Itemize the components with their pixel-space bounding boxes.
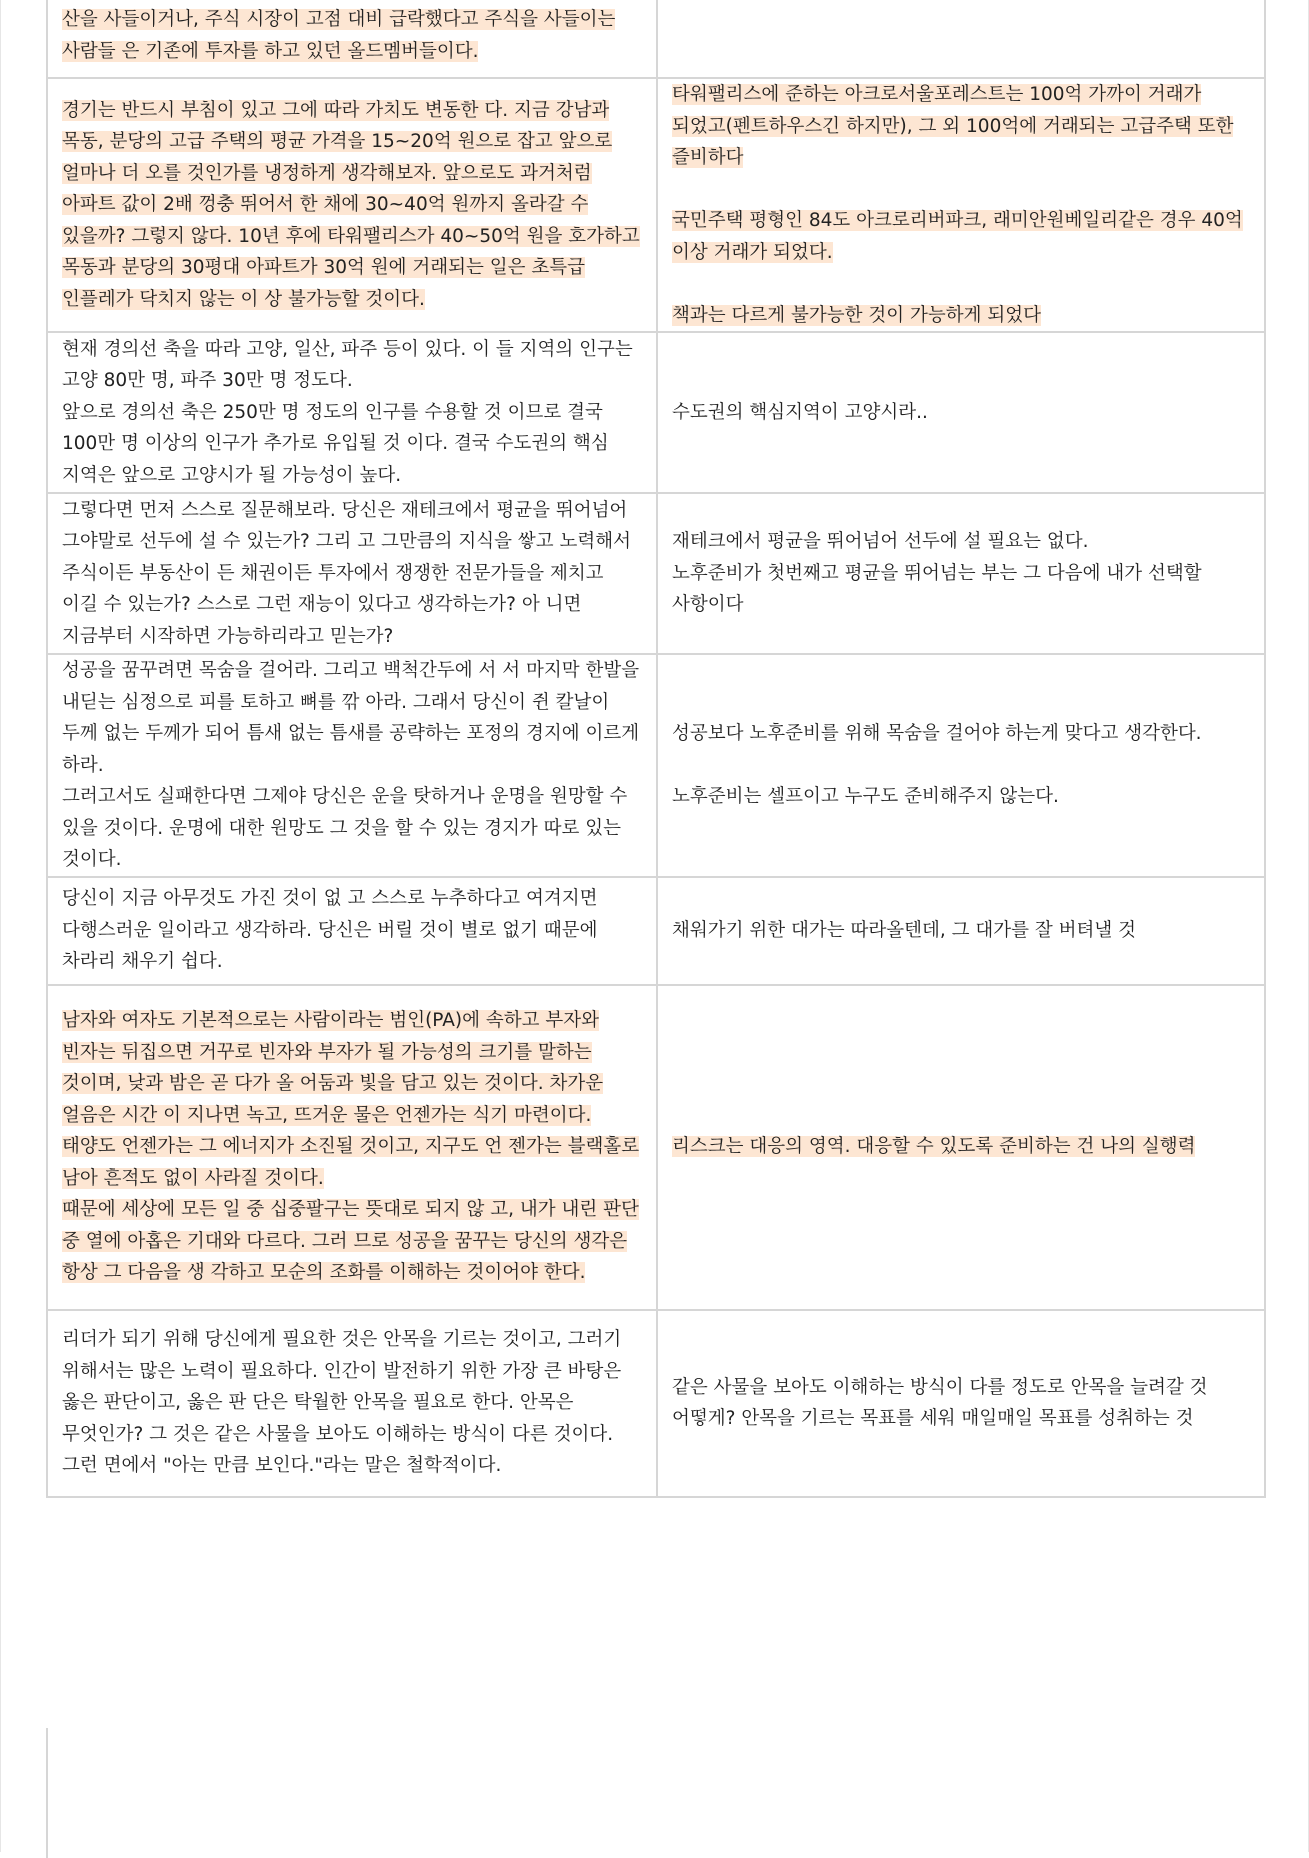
reading-notes-table (46, 0, 1266, 1498)
paragraph-gap (672, 268, 1250, 300)
paragraph-text: 같은 사물을 보아도 이해하는 방식이 다를 정도로 안목을 늘려갈 것 (672, 1376, 1208, 1398)
book-quote-paragraph (62, 495, 642, 653)
note-row (47, 654, 1265, 877)
my-note-cell (657, 332, 1265, 493)
book-quote-paragraph (62, 1194, 642, 1289)
paragraph-text: 현재 경의선 축을 따라 고양, 일산, 파주 등이 있다. 이 들 지역의 인구는 고양 80만 명, 파주 30만 명 정도다. (62, 338, 633, 392)
paragraph-text: 타워팰리스에 준하는 아크로서울포레스트는 100억 가까이 거래가 되었고(펜트하우스긴 하지만), 그 외 100억에 거래되는 고급주택 또한 즐비하다 (672, 84, 1234, 168)
paragraph-text: 노후준비는 셀프이고 누구도 준비해주지 않는다. (672, 786, 1059, 807)
note-row (47, 78, 1265, 332)
book-quote-paragraph (62, 397, 642, 492)
paragraph-text: 리더가 되기 위해 당신에게 필요한 것은 안목을 기르는 것이고, 그러기 위해서는 많은 노력이 필요하다. 인간이 발전하기 위한 가장 큰 바탕은 옳은 판단이고, 옳은 판 단은 탁월한 안목을 필요로 한다. 안목은 무엇인가? 그 것은 같은 사물을 보아도 이해하는 방식이 다른 것이다. (62, 1329, 622, 1445)
my-note-paragraph (672, 915, 1250, 947)
book-quote-paragraph (62, 1324, 642, 1450)
paragraph-gap (672, 750, 1250, 782)
book-quote-cell (47, 654, 657, 877)
my-note-paragraph (672, 79, 1250, 174)
paragraph-text: 때문에 세상에 모든 일 중 십중팔구는 뜻대로 되지 않 고, 내가 내린 판단 중 열에 아홉은 기대와 다르다. 그러 므로 성공을 꿈꾸는 당신의 생각은 항상 그 다음을 생 각하고 모순의 조화를 이해하는 것이어야 한다. (62, 1199, 639, 1284)
note-row (47, 1310, 1265, 1497)
paragraph-text: 재테크에서 평균을 뛰어넘어 선두에 설 필요는 없다. (672, 531, 1089, 553)
my-note-cell (657, 0, 1265, 78)
page-edge-left (0, 0, 1, 1852)
book-quote-cell (47, 493, 657, 654)
note-row (47, 985, 1265, 1310)
book-quote-paragraph (62, 1450, 642, 1482)
note-row (47, 0, 1265, 78)
book-quote-cell (47, 332, 657, 493)
my-note-paragraph (672, 781, 1250, 813)
book-quote-cell (47, 985, 657, 1310)
note-row (47, 493, 1265, 654)
paragraph-text: 수도권의 핵심지역이 고양시라.. (672, 401, 928, 423)
paragraph-text: 그러고서도 실패한다면 그제야 당신은 운을 탓하거나 운명을 원망할 수 있을 것이다. 운명에 대한 원망도 그 것을 할 수 있는 경지가 따로 있는 것이다. (62, 786, 628, 870)
paragraph-text: 어떻게? 안목을 기르는 목표를 세워 매일매일 목표를 성취하는 것 (672, 1408, 1194, 1429)
book-quote-paragraph (62, 883, 642, 978)
book-quote-cell (47, 1310, 657, 1497)
my-note-paragraph (672, 718, 1250, 750)
paragraph-text: 리스크는 대응의 영역. 대응할 수 있도록 준비하는 건 나의 실행력 (672, 1136, 1196, 1158)
book-quote-cell (47, 78, 657, 332)
my-note-cell (657, 985, 1265, 1310)
paragraph-text: 산을 사들이거나, 주식 시장이 고점 대비 급락했다고 주식을 사들이는 사람들 은 기존에 투자를 하고 있던 올드멤버들이다. (62, 9, 616, 62)
book-quote-paragraph (62, 334, 642, 397)
my-note-paragraph (672, 1372, 1250, 1404)
book-quote-paragraph (62, 1005, 642, 1131)
paragraph-text: 남자와 여자도 기본적으로는 사람이라는 범인(PA)에 속하고 부자와 빈자는 뒤집으면 거꾸로 빈자와 부자가 될 가능성의 크기를 말하는 것이며, 낮과 밤은 곧 다가 올 어둠과 빛을 담고 있는 것이다. 차가운 얼음은 시간 이 지나면 녹고, 뜨거운 물은 언젠가는 식기 마련이다. (62, 1010, 604, 1126)
paragraph-text: 경기는 반드시 부침이 있고 그에 따라 가치도 변동한 다. 지금 강남과 목동, 분당의 고급 주택의 평균 가격을 15~20억 원으로 잡고 앞으로 얼마나 더 오를 것인가를 냉정하게 생각해보자. 앞으로도 과거처럼 아파트 값이 2배 껑충 뛰어서 한 채에 30~40억 원까지 올라갈 수 있을까? 그렇지 않다. 10년 후에 타워팰리스가 40~50억 원을 호가하고 목동과 분당의 30평대 아파트가 30억 원에 거래되는 일은 초특급 인플레가 닥치지 않는 이 상 불가능할 것이다. (62, 99, 640, 310)
my-note-paragraph (672, 397, 1250, 429)
paragraph-text: 책과는 다르게 불가능한 것이 가능하게 되었다 (672, 304, 1041, 326)
book-quote-cell (47, 0, 657, 78)
paragraph-text: 태양도 언젠가는 그 에너지가 소진될 것이고, 지구도 언 젠가는 블랙홀로 남아 흔적도 없이 사라질 것이다. (62, 1136, 640, 1189)
reading-notes-body (47, 0, 1265, 1497)
paragraph-text: 당신이 지금 아무것도 가진 것이 없 고 스스로 누추하다고 여겨지면 다행스러운 일이라고 생각하라. 당신은 버릴 것이 별로 없기 때문에 차라리 채우기 쉽다. (62, 888, 598, 973)
empty-page-area (46, 1728, 1266, 1858)
book-quote-cell (47, 877, 657, 985)
my-note-paragraph (672, 205, 1250, 268)
my-note-cell (657, 654, 1265, 877)
my-note-paragraph (672, 526, 1250, 558)
my-note-cell (657, 493, 1265, 654)
my-note-paragraph (672, 300, 1250, 332)
book-quote-paragraph (62, 1131, 642, 1194)
book-quote-paragraph (62, 4, 642, 67)
my-note-paragraph (672, 558, 1250, 621)
my-note-cell (657, 1310, 1265, 1497)
paragraph-text: 국민주택 평형인 84도 아크로리버파크, 래미안원베일리같은 경우 40억 이상 거래가 되었다. (672, 210, 1243, 263)
my-note-paragraph (672, 1131, 1250, 1163)
paragraph-text: 성공을 꿈꾸려면 목숨을 걸어라. 그리고 백척간두에 서 서 마지막 한발을 내딛는 심정으로 피를 토하고 뼈를 깎 아라. 그래서 당신이 쥔 칼날이 두께 없는 두께가 되어 틈새 없는 틈새를 공략하는 포정의 경지에 이르게 하라. (62, 660, 640, 776)
my-note-cell (657, 877, 1265, 985)
book-quote-paragraph (62, 95, 642, 316)
my-note-paragraph (672, 1403, 1250, 1435)
book-quote-paragraph (62, 655, 642, 781)
paragraph-text: 노후준비가 첫번째고 평균을 뛰어넘는 부는 그 다음에 내가 선택할 사항이다 (672, 562, 1202, 616)
note-row (47, 332, 1265, 493)
paragraph-gap (672, 174, 1250, 206)
note-row (47, 877, 1265, 985)
paragraph-text: 그렇다면 먼저 스스로 질문해보라. 당신은 재테크에서 평균을 뛰어넘어 그야말로 선두에 설 수 있는가? 그리 고 그만큼의 지식을 쌓고 노력해서 주식이든 부동산이 든 채권이든 투자에서 쟁쟁한 전문가들을 제치고 이길 수 있는가? 스스로 그런 재능이 있다고 생각하는가? 아 니면 지금부터 시작하면 가능하리라고 믿는가? (62, 499, 632, 647)
book-quote-paragraph (62, 781, 642, 876)
paragraph-text: 성공보다 노후준비를 위해 목숨을 걸어야 하는게 맞다고 생각한다. (672, 723, 1202, 744)
paragraph-text: 앞으로 경의선 축은 250만 명 정도의 인구를 수용할 것 이므로 결국 100만 명 이상의 인구가 추가로 유입될 것 이다. 결국 수도권의 핵심 지역은 앞으로 고양시가 될 가능성이 높다. (62, 401, 609, 486)
my-note-cell (657, 78, 1265, 332)
paragraph-text: 그런 면에서 "아는 만큼 보인다."라는 말은 철학적이다. (62, 1455, 502, 1477)
paragraph-text: 채워가기 위한 대가는 따라올텐데, 그 대가를 잘 버텨낼 것 (672, 919, 1136, 941)
